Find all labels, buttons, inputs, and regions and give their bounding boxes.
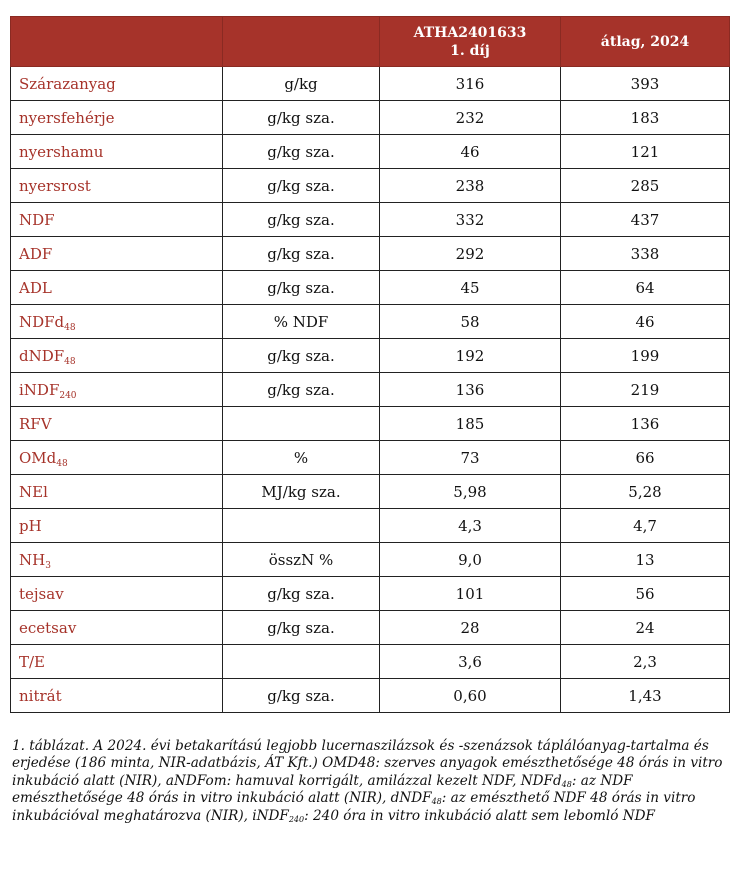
parameter-name-cell <box>11 543 223 577</box>
unit-cell: g/kg sza. <box>223 237 380 271</box>
parameter-name-cell <box>11 237 223 271</box>
average-value-cell: 2,3 <box>561 645 730 679</box>
unit-cell: g/kg sza. <box>223 135 380 169</box>
sample-value-cell: 0,60 <box>380 679 561 713</box>
parameter-name-cell <box>11 305 223 339</box>
parameter-name: NH <box>19 550 46 569</box>
parameter-name-cell <box>11 407 223 441</box>
average-value-cell: 183 <box>561 101 730 135</box>
parameter-name: OMd <box>19 448 57 467</box>
unit-cell: % <box>223 441 380 475</box>
parameter-name: ecetsav <box>19 618 77 637</box>
table-header <box>11 17 730 67</box>
header-sample-award: 1. díj <box>450 42 490 59</box>
parameter-name: RFV <box>19 414 52 433</box>
header-sample <box>380 17 561 67</box>
parameter-name: dNDF <box>19 346 65 365</box>
parameter-subscript: 48 <box>64 322 76 333</box>
table-row <box>11 611 730 645</box>
table-row <box>11 271 730 305</box>
table-caption <box>12 738 732 825</box>
header-sample-id: ATHA2401633 <box>413 24 527 41</box>
header-unit <box>223 17 380 67</box>
sample-value-cell: 238 <box>380 169 561 203</box>
average-value-cell: 56 <box>561 577 730 611</box>
average-value-cell: 4,7 <box>561 509 730 543</box>
parameter-name: nyershamu <box>19 142 104 161</box>
unit-cell: összN % <box>223 543 380 577</box>
parameter-name-cell <box>11 611 223 645</box>
sample-value-cell: 28 <box>380 611 561 645</box>
unit-cell <box>223 509 380 543</box>
caption-text-3: : az emészthető NDF 48 órás in vitro inkubációval meghatározva (NIR), iNDF <box>12 790 696 824</box>
caption-sub-1: 48 <box>561 779 572 789</box>
parameter-name: pH <box>19 516 42 535</box>
table-row <box>11 509 730 543</box>
sample-value-cell: 3,6 <box>380 645 561 679</box>
sample-value-cell: 58 <box>380 305 561 339</box>
sample-value-cell: 316 <box>380 67 561 101</box>
average-value-cell: 46 <box>561 305 730 339</box>
parameter-name-cell <box>11 203 223 237</box>
header-parameter <box>11 17 223 67</box>
unit-cell: g/kg sza. <box>223 271 380 305</box>
parameter-name-cell <box>11 373 223 407</box>
sample-value-cell: 73 <box>380 441 561 475</box>
table-row <box>11 543 730 577</box>
sample-value-cell: 101 <box>380 577 561 611</box>
parameter-name: T/E <box>19 652 46 671</box>
average-value-cell: 219 <box>561 373 730 407</box>
unit-cell <box>223 407 380 441</box>
parameter-subscript: 3 <box>45 560 51 571</box>
table-row <box>11 645 730 679</box>
parameter-name-cell <box>11 271 223 305</box>
table-row <box>11 407 730 441</box>
parameter-name-cell <box>11 509 223 543</box>
table-row <box>11 135 730 169</box>
nutrient-table-container <box>10 16 729 713</box>
unit-cell: % NDF <box>223 305 380 339</box>
unit-cell: g/kg sza. <box>223 169 380 203</box>
parameter-name-cell <box>11 441 223 475</box>
unit-cell: g/kg sza. <box>223 339 380 373</box>
parameter-name-cell <box>11 679 223 713</box>
average-value-cell: 13 <box>561 543 730 577</box>
sample-value-cell: 332 <box>380 203 561 237</box>
table-row <box>11 373 730 407</box>
parameter-name: ADF <box>19 244 53 263</box>
parameter-name-cell <box>11 339 223 373</box>
parameter-name: tejsav <box>19 584 64 603</box>
average-value-cell: 285 <box>561 169 730 203</box>
average-value-cell: 24 <box>561 611 730 645</box>
unit-cell <box>223 645 380 679</box>
unit-cell: MJ/kg sza. <box>223 475 380 509</box>
unit-cell: g/kg sza. <box>223 101 380 135</box>
sample-value-cell: 232 <box>380 101 561 135</box>
parameter-name: NDFd <box>19 312 65 331</box>
parameter-name-cell <box>11 135 223 169</box>
average-value-cell: 121 <box>561 135 730 169</box>
parameter-subscript: 48 <box>64 356 76 367</box>
unit-cell: g/kg sza. <box>223 679 380 713</box>
average-value-cell: 5,28 <box>561 475 730 509</box>
parameter-name-cell <box>11 169 223 203</box>
parameter-name: Szárazanyag <box>19 74 116 93</box>
table-body <box>11 67 730 713</box>
table-row <box>11 169 730 203</box>
average-value-cell: 1,43 <box>561 679 730 713</box>
nutrient-table <box>10 16 730 713</box>
parameter-name-cell <box>11 475 223 509</box>
parameter-subscript: 240 <box>59 390 77 401</box>
parameter-name-cell <box>11 101 223 135</box>
table-row <box>11 475 730 509</box>
sample-value-cell: 185 <box>380 407 561 441</box>
sample-value-cell: 9,0 <box>380 543 561 577</box>
table-row <box>11 101 730 135</box>
sample-value-cell: 5,98 <box>380 475 561 509</box>
table-row <box>11 679 730 713</box>
parameter-name: NDF <box>19 210 55 229</box>
sample-value-cell: 4,3 <box>380 509 561 543</box>
header-row <box>11 17 730 67</box>
average-value-cell: 437 <box>561 203 730 237</box>
header-average: átlag, 2024 <box>561 17 730 67</box>
parameter-subscript: 48 <box>56 458 68 469</box>
parameter-name: nitrát <box>19 686 62 705</box>
caption-text-4: : 240 óra in vitro inkubáció alatt sem lebomló NDF <box>304 807 655 824</box>
caption-sub-2: 48 <box>431 797 442 807</box>
average-value-cell: 393 <box>561 67 730 101</box>
average-value-cell: 66 <box>561 441 730 475</box>
sample-value-cell: 192 <box>380 339 561 373</box>
unit-cell: g/kg <box>223 67 380 101</box>
parameter-name: iNDF <box>19 380 60 399</box>
parameter-name: nyersrost <box>19 176 91 195</box>
average-value-cell: 199 <box>561 339 730 373</box>
parameter-name-cell <box>11 577 223 611</box>
table-row <box>11 237 730 271</box>
table-row <box>11 441 730 475</box>
unit-cell: g/kg sza. <box>223 203 380 237</box>
unit-cell: g/kg sza. <box>223 373 380 407</box>
table-row <box>11 577 730 611</box>
caption-text-2: : az NDF emészthetősége 48 órás in vitro inkubáció alatt (NIR), dNDF <box>12 772 633 807</box>
caption-text-1: 1. táblázat. A 2024. évi betakarítású legjobb lucernaszilázsok és -szenázsok táplálóanyag-tartalma és erjedése (186 minta, NIR-adatbázis, ÁT Kft.) OMD48: szerves anyagok emészthetősége 48 órás in vitro inkubáció alatt (NIR), aNDFom: hamuval korrigált, amilázzal kezelt NDF, NDFd <box>12 738 723 789</box>
average-value-cell: 64 <box>561 271 730 305</box>
table-row <box>11 203 730 237</box>
sample-value-cell: 46 <box>380 135 561 169</box>
parameter-name-cell <box>11 645 223 679</box>
unit-cell: g/kg sza. <box>223 611 380 645</box>
parameter-name: NEl <box>19 482 48 501</box>
sample-value-cell: 292 <box>380 237 561 271</box>
parameter-name: ADL <box>19 278 52 297</box>
average-value-cell: 136 <box>561 407 730 441</box>
table-row <box>11 339 730 373</box>
average-value-cell: 338 <box>561 237 730 271</box>
caption-sub-3: 240 <box>288 814 305 824</box>
table-row <box>11 305 730 339</box>
sample-value-cell: 45 <box>380 271 561 305</box>
unit-cell: g/kg sza. <box>223 577 380 611</box>
parameter-name-cell <box>11 67 223 101</box>
parameter-name: nyersfehérje <box>19 108 115 127</box>
table-row <box>11 67 730 101</box>
sample-value-cell: 136 <box>380 373 561 407</box>
